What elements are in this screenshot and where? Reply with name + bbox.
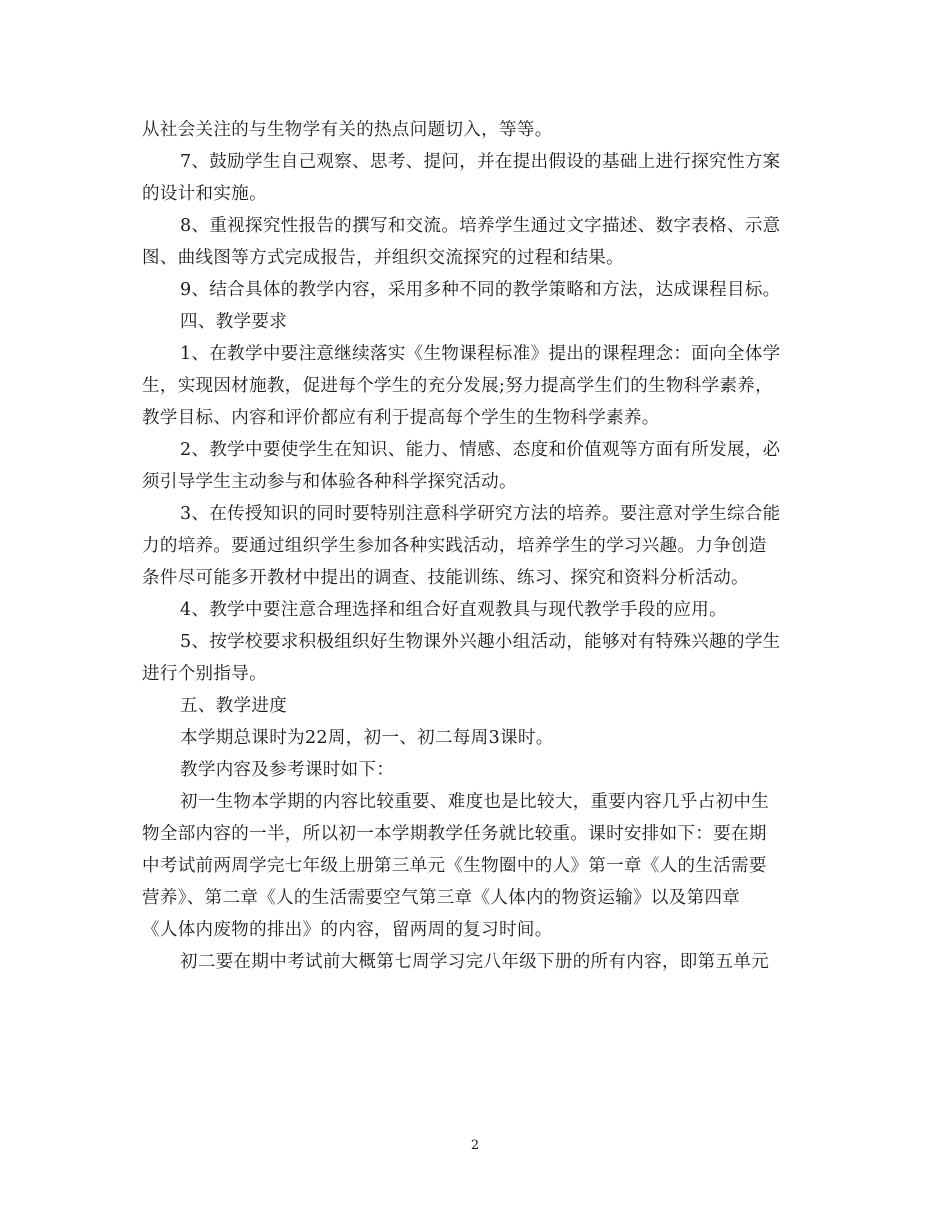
text-line: 9、结合具体的教学内容，采用多种不同的教学策略和方法，达成课程目标。 [180, 280, 781, 300]
text-line: 力的培养。要通过组织学生参加各种实践活动，培养学生的学习兴趣。力争创造 [142, 536, 767, 556]
text-line: 初一生物本学期的内容比较重要、难度也是比较大，重要内容几乎占初中生 [180, 792, 770, 812]
text-line: 3、在传授知识的同时要特别注意科学研究方法的培养。要注意对学生综合能 [180, 504, 781, 524]
text-line: 《人体内废物的排出》的内容，留两周的复习时间。 [142, 920, 553, 940]
section-heading: 四、教学要求 [180, 312, 288, 332]
text-line: 7、鼓励学生自己观察、思考、提问，并在提出假设的基础上进行探究性方案 [180, 152, 781, 172]
text-line: 进行个别指导。 [142, 664, 267, 684]
text-line: 教学内容及参考课时如下： [180, 760, 395, 780]
text-line: 的设计和实施。 [142, 184, 267, 204]
text-line: 须引导学生主动参与和体验各种科学探究活动。 [142, 472, 517, 492]
page-number: 2 [470, 1138, 480, 1153]
text-line: 条件尽可能多开教材中提出的调查、技能训练、练习、探究和资料分析活动。 [142, 568, 749, 588]
text-line: 从社会关注的与生物学有关的热点问题切入，等等。 [142, 120, 553, 140]
text-line: 初二要在期中考试前大概第七周学习完八年级下册的所有内容，即第五单元 [180, 952, 770, 972]
text-line: 营养》、第二章《人的生活需要空气第三章《人体内的物资运输》以及第四章 [142, 888, 741, 908]
text-line: 8、重视探究性报告的撰写和交流。培养学生通过文字描述、数字表格、示意 [180, 216, 781, 236]
document-body [142, 114, 807, 978]
text-line: 本学期总课时为22周，初一、初二每周3课时。 [180, 728, 554, 748]
text-line: 中考试前两周学完七年级上册第三单元《生物圈中的人》第一章《人的生活需要 [142, 856, 767, 876]
text-line: 4、教学中要注意合理选择和组合好直观教具与现代教学手段的应用。 [180, 600, 727, 620]
text-line: 5、按学校要求积极组织好生物课外兴趣小组活动，能够对有特殊兴趣的学生 [180, 632, 781, 652]
section-heading: 五、教学进度 [180, 696, 288, 716]
text-line: 生，实现因材施教，促进每个学生的充分发展;努力提高学生们的生物科学素养， [142, 376, 773, 396]
text-line: 2、教学中要使学生在知识、能力、情感、态度和价值观等方面有所发展，必 [180, 440, 781, 460]
text-line: 1、在教学中要注意继续落实《生物课程标准》提出的课程理念：面向全体学 [180, 344, 781, 364]
text-line: 图、曲线图等方式完成报告，并组织交流探究的过程和结果。 [142, 248, 624, 268]
text-line: 物全部内容的一半，所以初一本学期教学任务就比较重。课时安排如下：要在期 [142, 824, 767, 844]
text-line: 教学目标、内容和评价都应有利于提高每个学生的生物科学素养。 [142, 408, 660, 428]
